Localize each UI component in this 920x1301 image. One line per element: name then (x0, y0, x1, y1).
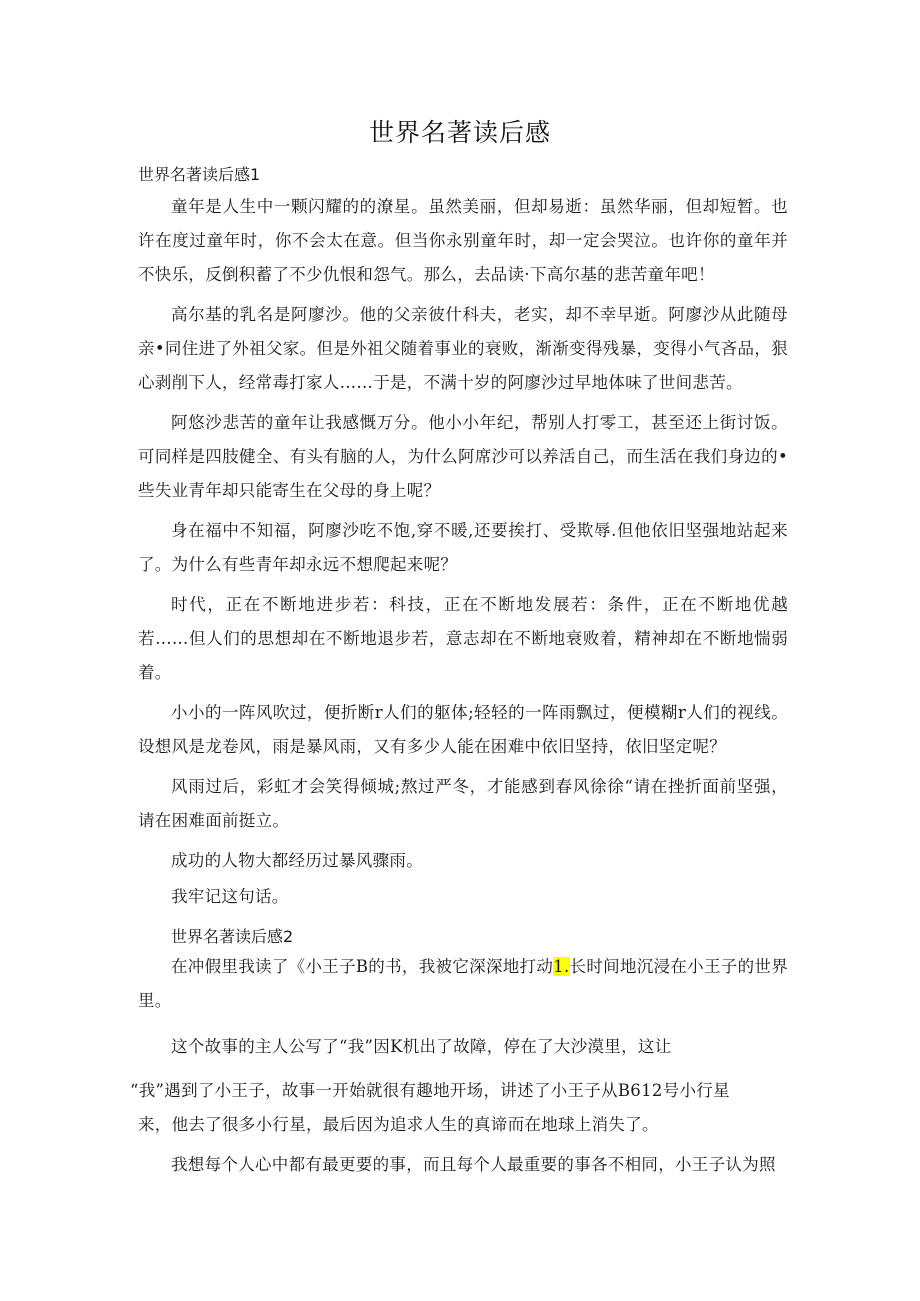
essay-2-line-1: 这个故事的主人公写了“我”因K机出了故障，停在了大沙漠里，这让 (171, 1037, 672, 1056)
highlighted-text: 1. (553, 957, 570, 976)
essay-2-line-3: 来，他去了很多小行星，最后因为追求人生的真谛而在地球上消失了。 (138, 1115, 659, 1134)
essay-1-paragraph-6: 小小的一阵风吹过，便折断r人们的躯体;轻轻的一阵雨飘过，便模糊r人们的视线。设想风是龙卷风，雨是暴风雨，又有多少人能在困难中依旧坚持，依旧坚定呢？ (138, 703, 788, 757)
essay-1-paragraph-4: 身在福中不知福，阿廖沙吃不饱,穿不暖,还要挨打、受欺辱.但他依旧坚强地站起来了。为什么有些青年却永远不想爬起来呢？ (138, 521, 788, 575)
essay-1-paragraph-5: 时代，正在不断地进步若：科技，正在不断地发展若：条件，正在不断地优越若……但人们的思想却在不断地退步若，意志却在不断地衰败着，精神却在不断地惴弱着。 (138, 595, 788, 683)
essay-2-line-2: “我”遇到了小王子，故事一开始就很有趣地开场，讲述了小王子从B612号小行星 (130, 1081, 730, 1100)
essay-1-paragraph-1: 童年是人生中一颗闪耀的的潦星。虽然美丽，但却易逝：虽然华丽，但却短暂。也许在度过童年时，你不会太在意。但当你永别童年时，却一定会哭泣。也许你的童年并不快乐，反倒积蓄了不少仇恨和怨气。那么，去品读·下高尔基的悲苦童年吧！ (138, 197, 788, 285)
essay-2-paragraph-1-text-b: 长时间地沉浸在小王子的世界里。 (138, 957, 788, 1011)
essay-1-heading: 世界名著读后感1 (138, 165, 261, 184)
essay-1-paragraph-3: 阿悠沙悲苦的童年让我感慨万分。他小小年纪，帮别人打零工，甚至还上街讨饭。可同样是四肢健全、有头有脑的人，为什么阿席沙可以养活自己，而生活在我们身边的•些失业青年却只能寄生在父母的身上呢？ (138, 413, 788, 501)
document-title: 世界名著读后感 (368, 118, 551, 147)
essay-1-paragraph-9: 我牢记这句话。 (171, 887, 289, 906)
essay-1-paragraph-8: 成功的人物大都经历过暴风骤雨。 (171, 851, 423, 870)
essay-1-paragraph-7: 风雨过后，彩虹才会笑得倾城;熬过严冬，才能感到春风徐徐“请在挫折面前坚强，请在困难面前挺立。 (138, 777, 788, 831)
essay-2-paragraph-1-text-a: 在冲假里我读了《小王子B的书，我被它深深地打动 (171, 957, 554, 976)
essay-2-paragraph-1 (138, 950, 788, 1018)
essay-1-paragraph-2: 高尔基的乳名是阿廖沙。他的父亲彼什科夫，老实，却不幸早逝。阿廖沙从此随母亲•同住进了外祖父家。但是外祖父随着事业的衰败，渐渐变得残暴，变得小气吝品，狠心剥削下人，经常毒打家人……于是，不满十岁的阿廖沙过早地体味了世间悲苦。 (138, 305, 788, 393)
essay-2-heading: 世界名著读后感2 (171, 927, 294, 946)
essay-2-paragraph-last: 我想每个人心中都有最更要的事，而且每个人最重要的事各不相同，小王子认为照 (171, 1155, 776, 1174)
